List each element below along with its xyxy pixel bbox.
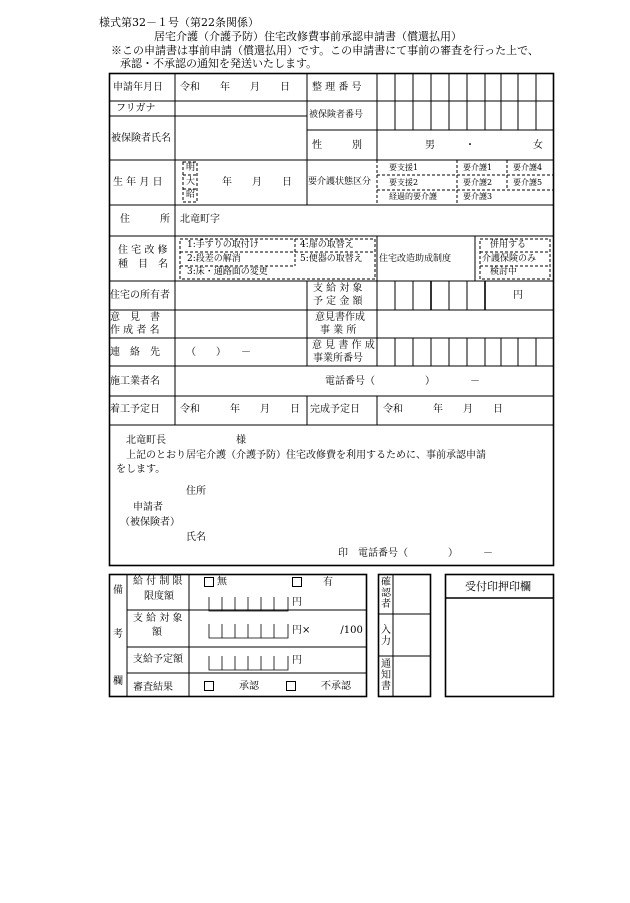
- declaration-body-1: 上記のとおり居宅介護（介護予防）住宅改修費を利用するために、事前承認申請: [126, 450, 486, 461]
- furigana-label: フリガナ: [116, 103, 156, 114]
- limit-yes-checkbox[interactable]: [292, 577, 302, 587]
- declaration-recipient: 北竜町長 様: [126, 435, 246, 446]
- limit-no-checkbox[interactable]: [204, 577, 214, 587]
- start-date-field[interactable]: 令和 年 月 日: [180, 404, 300, 415]
- insured-number-label: 被保険者番号: [309, 110, 364, 120]
- birthdate-field[interactable]: 年 月 日: [222, 177, 292, 188]
- birthdate-label: 生 年 月 日: [113, 177, 163, 188]
- rejected-checkbox[interactable]: [286, 681, 296, 691]
- contractor-phone[interactable]: 電話番号（ ） －: [325, 376, 480, 387]
- result-label: 審査結果: [133, 682, 173, 693]
- contact-label: 連 絡 先: [110, 347, 160, 358]
- input-label: 入力: [381, 625, 391, 647]
- gender-male[interactable]: 男: [425, 140, 435, 151]
- era-showa[interactable]: 昭: [186, 190, 196, 200]
- application-date-label: 申請年月日: [113, 82, 163, 93]
- owner-label: 住宅の所有者: [110, 290, 170, 301]
- renovation-handrail[interactable]: 1:手すりの取付け: [187, 240, 259, 250]
- renovation-type-label-2: 種 目 名: [118, 259, 168, 270]
- care-level-care4[interactable]: 要介護4: [513, 163, 543, 172]
- office-number-label-2: 事業所番号: [313, 353, 363, 364]
- subsidy-combined[interactable]: 併用する: [490, 240, 527, 250]
- payment-amount-label-1: 支 給 対 象: [313, 283, 363, 294]
- result-rejected-option[interactable]: [286, 681, 351, 692]
- applicant-name-label: 氏名: [186, 532, 206, 543]
- subsidy-insurance-only[interactable]: 介護保険のみ: [482, 254, 537, 264]
- opinion-office-label-2: 事 業 所: [320, 325, 357, 336]
- limit-no-option[interactable]: [204, 577, 227, 588]
- form-title: 居宅介護（介護予防）住宅改修費事前承認申請書（償還払用）: [154, 30, 462, 43]
- renovation-toilet[interactable]: 5:便器の取替え: [300, 254, 363, 264]
- era-meiji[interactable]: 明: [186, 163, 196, 173]
- care-level-care2[interactable]: 要介護2: [463, 178, 493, 187]
- limit-yes-option[interactable]: [292, 577, 333, 588]
- office-number-label-1: 意 見 書 作 成: [312, 340, 375, 351]
- insured-name-label: 被保険者氏名: [111, 133, 171, 144]
- application-date-field[interactable]: 令和 年 月 日: [180, 82, 290, 93]
- opinion-office-label-1: 意見書作成: [315, 312, 365, 323]
- rejected-label: 不承認: [321, 680, 351, 692]
- renovation-type-label-1: 住 宅 改 修: [118, 245, 168, 256]
- opinion-author-label-2: 作 成 者 名: [110, 325, 160, 336]
- limit-no-label: 無: [217, 576, 227, 588]
- start-date-label: 着工予定日: [110, 404, 160, 415]
- planned-yen-unit: 円: [292, 655, 302, 666]
- care-level-transitional[interactable]: 経過的要介護: [389, 192, 437, 201]
- care-level-care1[interactable]: 要介護1: [463, 163, 493, 172]
- target-ratio: 円× /100: [292, 625, 363, 636]
- care-level-support1[interactable]: 要支援1: [389, 163, 419, 172]
- subsidy-considering[interactable]: 検討中: [490, 267, 518, 277]
- era-taisho[interactable]: 大: [186, 177, 196, 187]
- form-note-line1: ※この申請書は事前申請（償還払用）です。この申請書にて事前の審査を行った上で、: [111, 44, 539, 57]
- subsidy-label: 住宅改造助成制度: [379, 254, 452, 264]
- applicant-seal-phone[interactable]: 印 電話番号（ ） －: [338, 548, 493, 559]
- limit-yen-unit: 円: [292, 597, 302, 608]
- applicant-label: 申請者: [133, 502, 163, 513]
- limit-label-2: 限度額: [144, 591, 174, 602]
- care-level-care5[interactable]: 要介護5: [513, 178, 543, 187]
- care-level-care3[interactable]: 要介護3: [463, 192, 493, 201]
- limit-label-1: 給 付 制 限: [133, 576, 183, 587]
- remarks-char-1: 備: [113, 585, 123, 596]
- care-level-label: 要介護状態区分: [308, 177, 372, 187]
- approved-label: 承認: [239, 680, 259, 692]
- confirm-label: 確認者: [381, 577, 391, 610]
- renovation-floor[interactable]: 3:床・通路面の変更: [187, 267, 268, 277]
- renovation-door[interactable]: 4:扉の取替え: [300, 240, 354, 250]
- target-label-1: 支 給 対 象: [133, 613, 183, 624]
- planned-label: 支給予定額: [133, 654, 183, 665]
- declaration-body-2: をします。: [116, 464, 166, 475]
- notice-label: 通知書: [381, 659, 391, 692]
- care-level-support2[interactable]: 要支援2: [389, 178, 419, 187]
- contact-field[interactable]: （ ） －: [186, 347, 251, 358]
- form-number: 様式第32－１号（第22条関係）: [99, 16, 259, 29]
- stamp-box-title: 受付印押印欄: [465, 580, 531, 593]
- gender-label: 性 別: [312, 140, 362, 151]
- contractor-label: 施工業者名: [110, 376, 160, 387]
- remarks-char-2: 考: [113, 629, 123, 640]
- form-note-line2: 承認・不承認の通知を発送いたします。: [120, 57, 318, 70]
- target-label-2: 額: [152, 627, 162, 638]
- opinion-author-label-1: 意 見 書: [110, 312, 160, 323]
- gender-female[interactable]: 女: [533, 140, 543, 151]
- payment-amount-label-2: 予 定 金 額: [313, 296, 363, 307]
- address-field[interactable]: 北竜町字: [180, 214, 220, 225]
- payment-yen-unit: 円: [513, 290, 523, 301]
- reference-number-label: 整 理 番 号: [312, 82, 362, 93]
- limit-yes-label: 有: [323, 576, 333, 588]
- remarks-char-3: 欄: [113, 676, 123, 687]
- applicant-insured-label: （被保険者）: [120, 517, 180, 528]
- address-label: 住 所: [120, 214, 170, 225]
- applicant-address-label: 住所: [186, 486, 206, 497]
- gender-dot: ・: [465, 140, 475, 151]
- renovation-step[interactable]: 2:段差の解消: [187, 254, 241, 264]
- end-date-field[interactable]: 令和 年 月 日: [383, 404, 503, 415]
- approved-checkbox[interactable]: [204, 681, 214, 691]
- result-approved-option[interactable]: [204, 681, 259, 692]
- end-date-label: 完成予定日: [310, 404, 360, 415]
